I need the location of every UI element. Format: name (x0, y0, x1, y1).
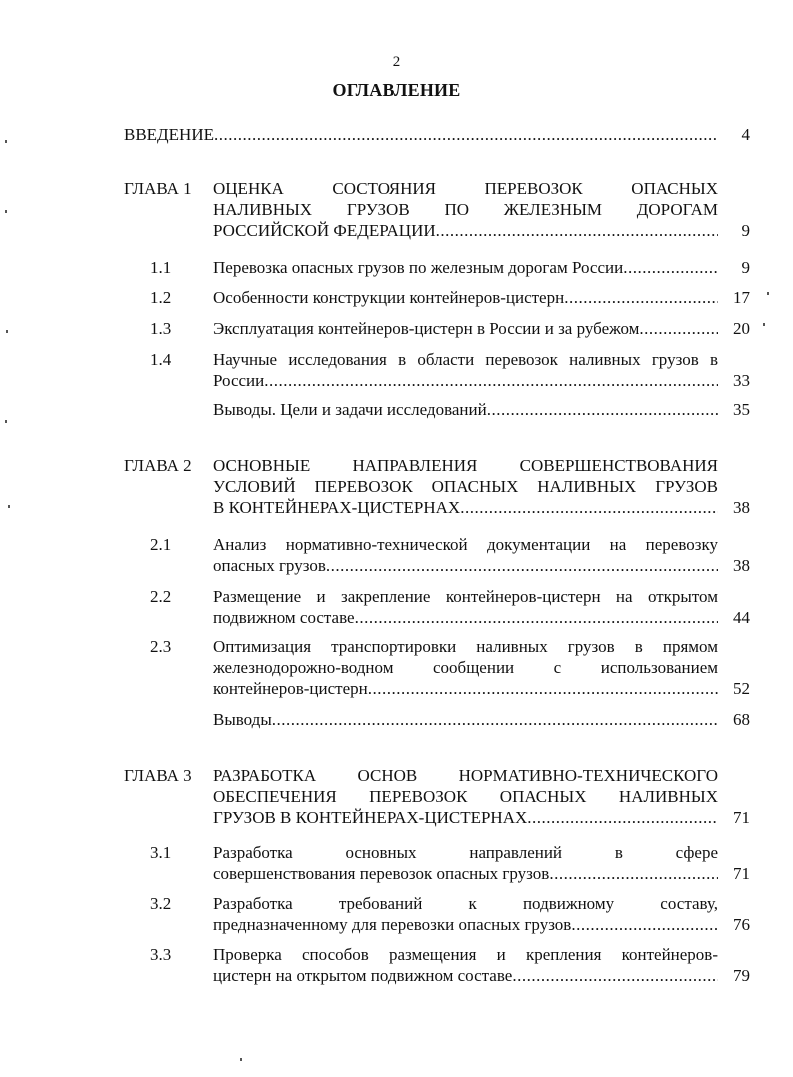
toc-entry-line: Научные исследования в области перевозок наливных грузов в (213, 350, 718, 369)
toc-entry-line: Проверка способов размещения и крепления контейнеров- (213, 945, 718, 964)
dot-leader (564, 287, 718, 309)
toc-entry-text: опасных грузов (213, 556, 326, 575)
dot-leader (460, 497, 718, 519)
dot-leader (549, 863, 718, 885)
toc-entry-line: Размещение и закрепление контейнеров-цистерн на открытом (213, 587, 718, 606)
toc-page-number: 38 (733, 498, 750, 517)
chapter-label: ГЛАВА 1 (124, 179, 192, 198)
scan-speck (8, 505, 10, 508)
toc-entry-text: России (213, 371, 265, 390)
toc-entry-line-last (124, 124, 718, 146)
toc-entry-text: цистерн на открытом подвижном составе (213, 966, 513, 985)
toc-entry-text: Перевозка опасных грузов по железным дорогам России (213, 258, 624, 277)
dot-leader (368, 678, 718, 700)
section-number: 1.1 (150, 258, 172, 277)
toc-entry-text: В КОНТЕЙНЕРАХ-ЦИСТЕРНАХ (213, 498, 461, 517)
dot-leader (527, 807, 718, 829)
scan-speck (5, 210, 7, 213)
toc-entry-line: НАЛИВНЫХ ГРУЗОВ ПО ЖЕЛЕЗНЫМ ДОРОГАМ (213, 200, 718, 219)
scan-speck (6, 330, 8, 333)
scan-speck (5, 420, 7, 423)
toc-title: ОГЛАВЛЕНИЕ (332, 80, 461, 100)
toc-entry-text: предназначенному для перевозки опасных грузов (213, 915, 572, 934)
dot-leader (512, 965, 718, 987)
toc-entry-line-last (213, 807, 718, 829)
chapter-label: ГЛАВА 3 (124, 766, 192, 785)
toc-page-number: 71 (733, 808, 750, 827)
section-number: 2.3 (150, 637, 172, 656)
toc-entry-line: железнодорожно-водном сообщении с использованием (213, 658, 718, 677)
toc-entry-line: Анализ нормативно-технической документации на перевозку (213, 535, 718, 554)
toc-entry-text: подвижном составе (213, 608, 355, 627)
dot-leader (355, 607, 718, 629)
section-number: 3.3 (150, 945, 172, 964)
toc-page-number: 33 (733, 371, 750, 390)
toc-entry-line: ОЦЕНКА СОСТОЯНИЯ ПЕРЕВОЗОК ОПАСНЫХ (213, 179, 718, 198)
toc-entry-line-last (213, 863, 718, 885)
dot-leader (264, 370, 718, 392)
toc-entry-line: УСЛОВИЙ ПЕРЕВОЗОК ОПАСНЫХ НАЛИВНЫХ ГРУЗОВ (213, 477, 718, 496)
section-number: 2.2 (150, 587, 172, 606)
toc-page-number: 38 (733, 556, 750, 575)
section-number: 1.4 (150, 350, 172, 369)
toc-entry-text: контейнеров-цистерн (213, 679, 368, 698)
chapter-label: ГЛАВА 2 (124, 456, 192, 475)
toc-entry-text: ВВЕДЕНИЕ (124, 125, 214, 144)
toc-entry-line-last (213, 257, 718, 279)
section-number: 1.3 (150, 319, 172, 338)
scan-speck (763, 323, 765, 326)
section-number: 1.2 (150, 288, 172, 307)
toc-entry-text: ГРУЗОВ В КОНТЕЙНЕРАХ-ЦИСТЕРНАХ (213, 808, 528, 827)
toc-page-number: 4 (741, 125, 750, 144)
dot-leader (326, 555, 718, 577)
toc-entry-text: Особенности конструкции контейнеров-цистерн (213, 288, 565, 307)
dot-leader (272, 709, 718, 731)
toc-entry-line: Разработка основных направлений в сфере (213, 843, 718, 862)
toc-page-number: 44 (733, 608, 750, 627)
scan-speck (5, 140, 7, 143)
toc-page-number: 9 (741, 221, 750, 240)
toc-entry-line-last (213, 555, 718, 577)
toc-page-number: 17 (733, 288, 750, 307)
toc-page-number: 79 (733, 966, 750, 985)
toc-entry-text: совершенствования перевозок опасных грузов (213, 864, 550, 883)
toc-entry-text: Выводы. Цели и задачи исследований (213, 400, 487, 419)
toc-entry-line-last (213, 287, 718, 309)
toc-entry-line-last (213, 965, 718, 987)
toc-entry-line-last (213, 399, 718, 421)
toc-entry-line-last (213, 220, 718, 242)
scan-speck (240, 1058, 242, 1061)
toc-page-number: 35 (733, 400, 750, 419)
section-number: 2.1 (150, 535, 172, 554)
dot-leader (623, 257, 718, 279)
dot-leader (436, 220, 718, 242)
toc-entry-text: Эксплуатация контейнеров-цистерн в России и за рубежом (213, 319, 640, 338)
toc-entry-line: ОСНОВНЫЕ НАПРАВЛЕНИЯ СОВЕРШЕНСТВОВАНИЯ (213, 456, 718, 475)
scan-speck (767, 292, 769, 295)
section-number: 3.2 (150, 894, 172, 913)
toc-entry-text: РОССИЙСКОЙ ФЕДЕРАЦИИ (213, 221, 436, 240)
toc-entry-line-last (213, 318, 718, 340)
toc-page-number: 52 (733, 679, 750, 698)
toc-entry-line: ОБЕСПЕЧЕНИЯ ПЕРЕВОЗОК ОПАСНЫХ НАЛИВНЫХ (213, 787, 718, 806)
page-number: 2 (392, 54, 401, 70)
dot-leader (639, 318, 718, 340)
toc-entry-line: Разработка требований к подвижному составу, (213, 894, 718, 913)
toc-entry-line: Оптимизация транспортировки наливных грузов в прямом (213, 637, 718, 656)
toc-page-number: 20 (733, 319, 750, 338)
toc-entry-line-last (213, 678, 718, 700)
toc-page-number: 68 (733, 710, 750, 729)
dot-leader (487, 399, 718, 421)
toc-entry-line-last (213, 497, 718, 519)
toc-page-number: 9 (741, 258, 750, 277)
toc-entry-text: Выводы (213, 710, 272, 729)
toc-entry-line-last (213, 370, 718, 392)
toc-entry-line-last (213, 607, 718, 629)
toc-entry-line: РАЗРАБОТКА ОСНОВ НОРМАТИВНО-ТЕХНИЧЕСКОГО (213, 766, 718, 785)
toc-entry-line-last (213, 709, 718, 731)
dot-leader (214, 124, 718, 146)
toc-page-number: 76 (733, 915, 750, 934)
toc-page-number: 71 (733, 864, 750, 883)
section-number: 3.1 (150, 843, 172, 862)
toc-entry-line-last (213, 914, 718, 936)
dot-leader (571, 914, 718, 936)
